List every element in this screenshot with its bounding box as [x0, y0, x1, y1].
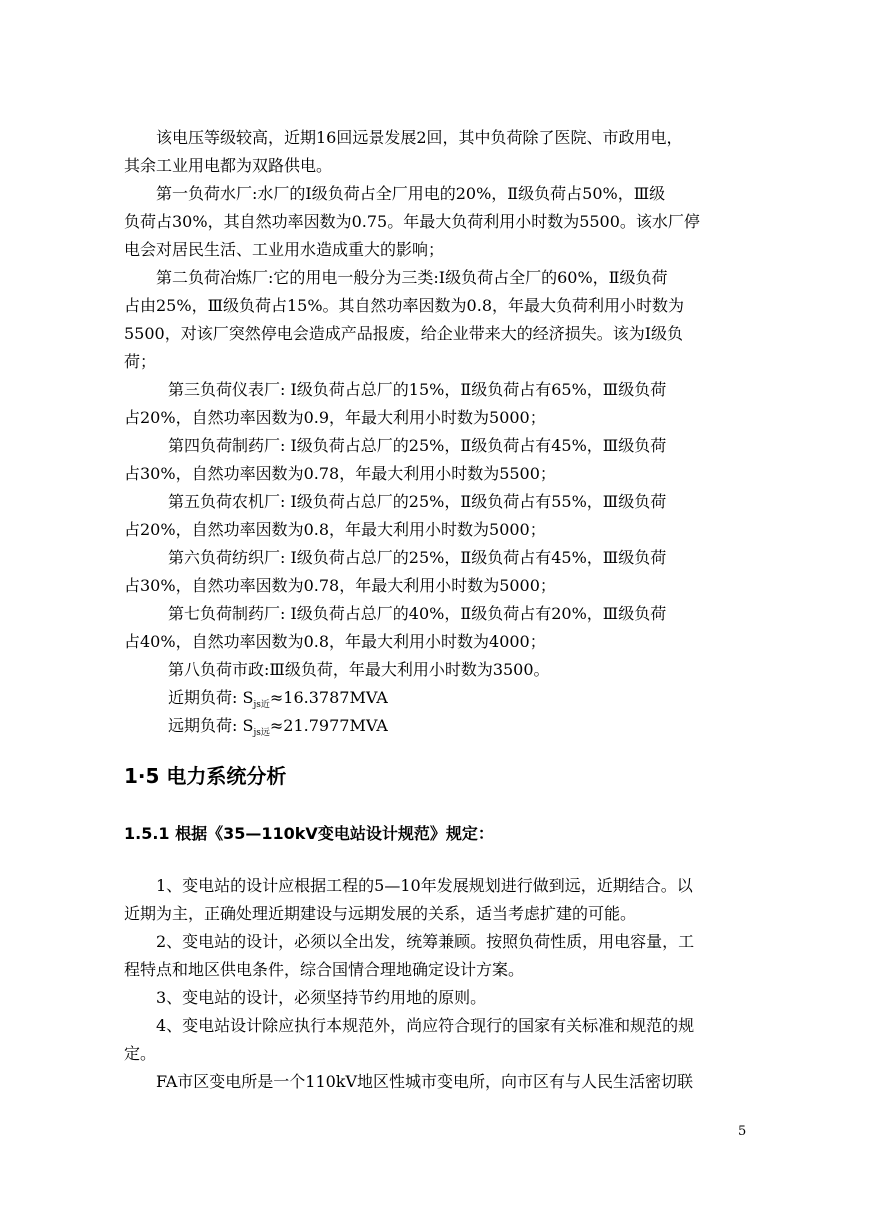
text-line: 第四负荷制药厂: Ⅰ级负荷占总厂的25%，Ⅱ级负荷占有45%，Ⅲ级负荷: [168, 436, 667, 455]
long-term-load: [124, 712, 744, 743]
near-load-value: ≈16.3787MVA: [269, 688, 388, 707]
text-line: 占由25%，Ⅲ级负荷占15%。其自然功率因数为0.8，年最大负荷利用小时数为: [124, 296, 685, 315]
paragraph-load-5: [124, 488, 744, 544]
text-line: 占20%，自然功率因数为0.9，年最大利用小时数为5000；: [124, 408, 546, 427]
far-load-subscript: js远: [253, 728, 270, 738]
rule-3: [124, 984, 744, 1012]
rule-4: [124, 1012, 744, 1068]
section-heading: 1·5 电力系统分析: [124, 764, 287, 788]
text-line: 占40%，自然功率因数为0.8，年最大利用小时数为4000；: [124, 632, 546, 651]
paragraph-load-4: [124, 432, 744, 488]
text-line: 第二负荷冶炼厂:它的用电一般分为三类:Ⅰ级负荷占全厂的60%，Ⅱ级负荷: [156, 268, 668, 287]
text-line: [124, 684, 744, 715]
text-line: 第三负荷仪表厂: Ⅰ级负荷占总厂的15%，Ⅱ级负荷占有65%，Ⅲ级负荷: [168, 380, 667, 399]
rule-1: [124, 872, 744, 928]
subsection-heading: 1.5.1 根据《35—110kV变电站设计规范》规定：: [124, 824, 494, 843]
text-line: FA市区变电所是一个110kV地区性城市变电所，向市区有与人民生活密切联: [156, 1072, 694, 1091]
text-line: 第一负荷水厂:水厂的Ⅰ级负荷占全厂用电的20%，Ⅱ级负荷占50%，Ⅲ级: [156, 184, 666, 203]
text-line: 程特点和地区供电条件，综合国情合理地确定设计方案。: [124, 960, 525, 979]
rule-2: [124, 928, 744, 984]
text-line: 3、变电站的设计，必须坚持节约用地的原则。: [156, 988, 487, 1007]
text-line: 负荷占30%，其自然功率因数为0.75。年最大负荷利用小时数为5500。该水厂停: [124, 212, 700, 231]
text-line: 1、变电站的设计应根据工程的5—10年发展规划进行做到远，近期结合。以: [156, 876, 693, 895]
paragraph-load-7: [124, 600, 744, 656]
text-line: 该电压等级较高，近期16回远景发展2回，其中负荷除了医院、市政用电，: [156, 128, 683, 147]
paragraph-load-1: [124, 180, 744, 264]
text-line: 电会对居民生活、工业用水造成重大的影响；: [124, 240, 445, 259]
text-line: 占30%，自然功率因数为0.78，年最大利用小时数为5500；: [124, 464, 556, 483]
text-line: 2、变电站的设计，必须以全出发，统筹兼顾。按照负荷性质，用电容量，工: [156, 932, 695, 951]
near-load-subscript: js近: [253, 700, 270, 710]
text-line: 占30%，自然功率因数为0.78，年最大利用小时数为5000；: [124, 576, 556, 595]
text-line: [124, 712, 744, 743]
text-line: 第八负荷市政:Ⅲ级负荷，年最大利用小时数为3500。: [168, 660, 550, 679]
text-line: 其余工业用电都为双路供电。: [124, 156, 333, 175]
paragraph-load-2: [124, 264, 744, 376]
text-line: 第五负荷农机厂: Ⅰ级负荷占总厂的25%，Ⅱ级负荷占有55%，Ⅲ级负荷: [168, 492, 667, 511]
text-line: 5500，对该厂突然停电会造成产品报废，给企业带来大的经济损失。该为Ⅰ级负: [124, 324, 684, 343]
text-line: 第六负荷纺织厂: Ⅰ级负荷占总厂的25%，Ⅱ级负荷占有45%，Ⅲ级负荷: [168, 548, 667, 567]
paragraph-intro: [124, 124, 744, 180]
paragraph-load-3: [124, 376, 744, 432]
text-line: 荷；: [124, 352, 157, 371]
far-load-value: ≈21.7977MVA: [269, 716, 388, 735]
text-line: 第七负荷制药厂: Ⅰ级负荷占总厂的40%，Ⅱ级负荷占有20%，Ⅲ级负荷: [168, 604, 667, 623]
closing-paragraph: [124, 1068, 744, 1096]
paragraph-load-8: [124, 656, 744, 684]
page-number: 5: [738, 1124, 747, 1139]
near-term-load: [124, 684, 744, 715]
text-line: 占20%，自然功率因数为0.8，年最大利用小时数为5000；: [124, 520, 546, 539]
text-line: 定。: [124, 1044, 157, 1063]
text-line: 4、变电站设计除应执行本规范外，尚应符合现行的国家有关标准和规范的规: [156, 1016, 695, 1035]
paragraph-load-6: [124, 544, 744, 600]
far-load-label: 远期负荷: S: [168, 716, 254, 735]
near-load-label: 近期负荷: S: [168, 688, 254, 707]
text-line: 近期为主，正确处理近期建设与远期发展的关系，适当考虑扩建的可能。: [124, 904, 637, 923]
